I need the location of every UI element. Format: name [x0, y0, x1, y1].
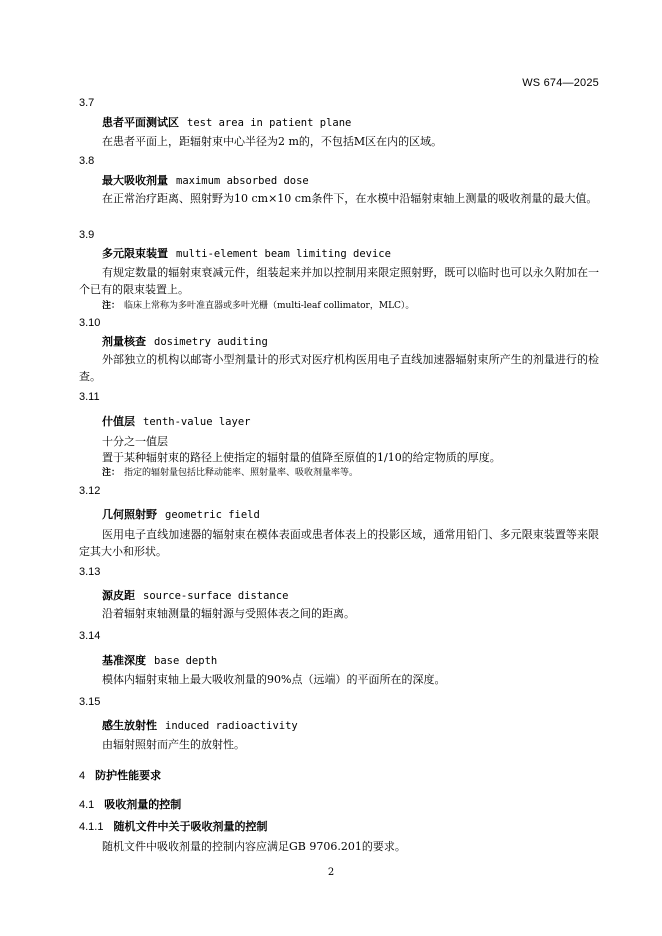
clause-number: 3.15 [79, 696, 101, 708]
note [102, 465, 602, 478]
term-zh: 几何照射野 [102, 508, 157, 521]
term-en: base depth [154, 655, 218, 667]
subsubsection-title: 随机文件中关于吸收剂量的控制 [113, 820, 268, 833]
term-en: source-surface distance [143, 590, 289, 602]
term-en: maximum absorbed dose [176, 175, 309, 187]
term-zh: 多元限束装置 [102, 247, 168, 260]
section-title: 防护性能要求 [95, 769, 162, 782]
definition-text: 在患者平面上，距辐射束中心半径为2 m的，不包括M区在内的区域。 [102, 135, 443, 148]
standard-code: WS 674—2025 [522, 77, 599, 89]
clause-number: 3.12 [79, 485, 101, 497]
subsubsection-heading [79, 818, 267, 834]
term-zh: 什值层 [102, 415, 135, 428]
definition-text: 由辐射照射而产生的放射性。 [102, 738, 245, 751]
definition-text: 沿着辐射束轴测量的辐射源与受照体表之间的距离。 [102, 607, 355, 620]
clause-number: 3.13 [79, 566, 101, 578]
subsubsection-number: 4.1.1 [79, 821, 104, 833]
term-heading [102, 333, 268, 349]
note-label: 注： [102, 301, 121, 311]
subsection-heading [79, 796, 181, 812]
subsection-number: 4.1 [79, 799, 95, 811]
term-zh: 最大吸收剂量 [102, 174, 168, 187]
clause-number: 3.11 [79, 391, 100, 403]
term-zh: 基准深度 [102, 654, 146, 667]
term-heading [102, 717, 298, 733]
clause-number: 3.9 [79, 229, 95, 241]
note-text: 临床上常称为多叶准直器或多叶光栅（multi-leaf collimator，MLC）。 [124, 301, 415, 311]
clause-number: 3.7 [79, 97, 95, 109]
term-heading [102, 114, 351, 130]
requirement-text: 随机文件中吸收剂量的控制内容应满足GB 9706.201的要求。 [102, 840, 406, 853]
term-zh: 源皮距 [102, 589, 135, 602]
definition-text: 外部独立的机构以邮寄小型剂量计的形式对医疗机构医用电子直线加速器辐射束所产生的剂量进行的检查。 [79, 353, 599, 383]
clause-number: 3.8 [79, 155, 95, 167]
term-en: multi-element beam limiting device [176, 248, 391, 260]
note-text: 指定的辐射量包括比释动能率、照射量率、吸收剂量率等。 [124, 468, 359, 478]
section-number: 4 [79, 770, 86, 782]
alternate-term: 十分之一值层 [102, 435, 168, 448]
term-zh: 感生放射性 [102, 719, 157, 732]
clause-number: 3.14 [79, 630, 101, 642]
note [102, 298, 602, 311]
term-heading [102, 587, 288, 603]
term-zh: 患者平面测试区 [102, 116, 179, 129]
term-heading [102, 506, 260, 522]
note-label: 注： [102, 468, 121, 478]
term-heading [102, 413, 250, 429]
term-en: dosimetry auditing [154, 336, 268, 348]
term-en: geometric field [165, 509, 260, 521]
term-zh: 剂量核查 [102, 335, 146, 348]
term-heading [102, 245, 391, 261]
definition-text: 在正常治疗距离、照射野为10 cm×10 cm条件下，在水模中沿辐射束轴上测量的吸收剂量的最大值。 [102, 192, 598, 205]
definition-text: 模体内辐射束轴上最大吸收剂量的90%点（远端）的平面所在的深度。 [102, 673, 446, 686]
subsection-title: 吸收剂量的控制 [104, 798, 182, 811]
definition-text: 置于某种辐射束的路径上使指定的辐射量的值降至原值的1/10的给定物质的厚度。 [102, 451, 501, 464]
definition-text: 医用电子直线加速器的辐射束在模体表面或患者体表上的投影区域，通常用铅门、多元限束装置等来限定其大小和形状。 [79, 528, 599, 558]
section-heading [79, 767, 161, 783]
term-en: tenth-value layer [143, 416, 251, 428]
term-en: induced radioactivity [165, 720, 298, 732]
term-heading [102, 172, 309, 188]
definition-text: 有规定数量的辐射束衰减元件，组装起来并加以控制用来限定照射野，既可以临时也可以永久附加在一个已有的限束装置上。 [79, 266, 599, 296]
clause-number: 3.10 [79, 317, 101, 329]
page-number: 2 [327, 867, 335, 878]
term-en: test area in patient plane [187, 117, 352, 129]
term-heading [102, 652, 217, 668]
